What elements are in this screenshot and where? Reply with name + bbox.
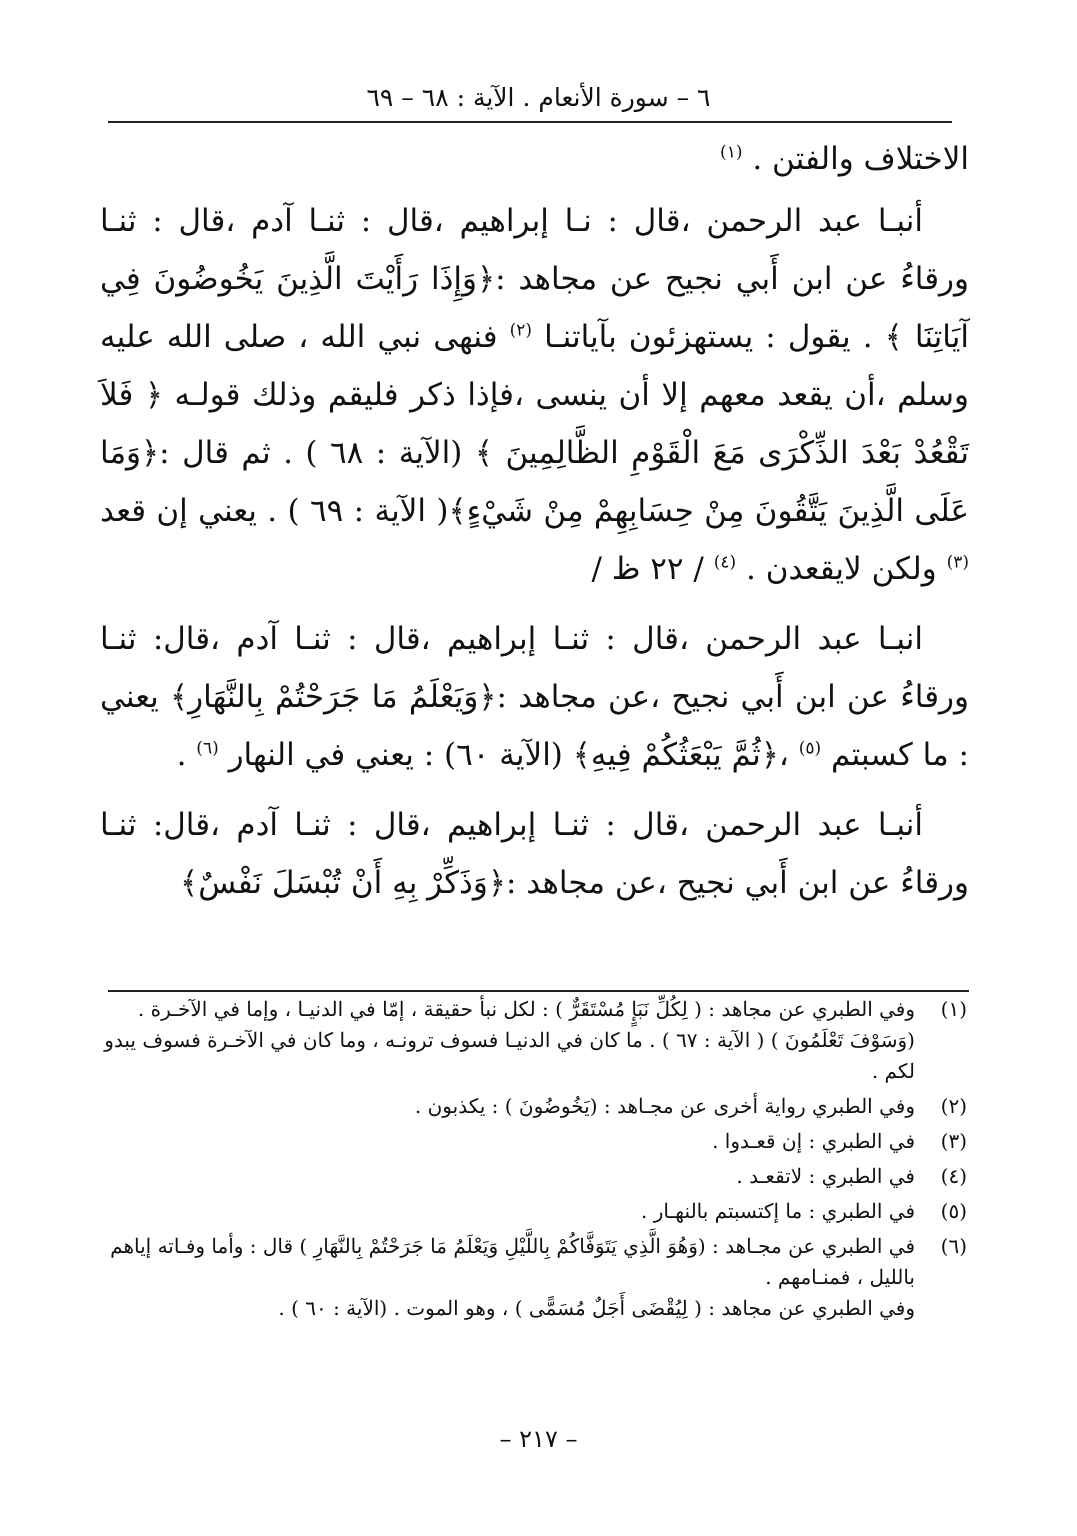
page-number: – ٢١٧ – bbox=[499, 1425, 578, 1453]
footnote-4 bbox=[102, 1161, 967, 1192]
footnote-text: في الطبري : إن قعـدوا . bbox=[712, 1129, 915, 1153]
paragraph-2-part-b: فنهى نبي الله ، صلى الله عليه وسلم ،أن يقعد معهم إلا أن ينسى ،فإذا ذكر فليقم وذلك قولـه ﴿ فَلاَ تَقْعُدْ بَعْدَ الذِّكْرَى مَعَ الْقَوْمِ الظَّالِمِينَ ﴾ (الآية : ٦٨ ) . ثم قال :﴿وَمَا عَلَى الَّذِينَ يَتَّقُونَ مِنْ حِسَابِهِمْ مِنْ شَيْءٍ﴾( الآية : ٦٩ ) . يعني إن قعد bbox=[100, 319, 969, 529]
footnotes bbox=[102, 994, 967, 1328]
footnote-number: (٢) bbox=[940, 1094, 967, 1118]
footnote-text: في الطبري : لاتقعـد . bbox=[736, 1164, 915, 1188]
main-text bbox=[100, 130, 969, 924]
paragraph-3 bbox=[100, 610, 969, 784]
header-rule bbox=[108, 121, 952, 123]
paragraph-2 bbox=[100, 192, 969, 598]
paragraph-2-part-c: ولكن لايقعدن . bbox=[746, 551, 937, 587]
running-header-title: ٦ – سورة الأنعام . الآية : ٦٨ – ٦٩ bbox=[366, 83, 711, 112]
paragraph-1 bbox=[100, 130, 969, 188]
footnote-number: (٥) bbox=[940, 1199, 967, 1223]
paragraph-4 bbox=[100, 796, 969, 912]
footnote-5 bbox=[102, 1196, 967, 1227]
note-ref-6: (٦) bbox=[196, 738, 219, 759]
note-ref-4: (٤) bbox=[713, 552, 737, 573]
footnote-rule bbox=[108, 990, 969, 992]
paragraph-3-part-b: ،﴿ثُمَّ يَبْعَثُكُمْ فِيهِ﴾ (الآية ٦٠) : يعني في النهار bbox=[228, 737, 789, 773]
note-ref-1: (١) bbox=[720, 142, 743, 163]
footnote-2 bbox=[102, 1091, 967, 1122]
manuscript-leaf-mark: / ٢٢ ظ / bbox=[591, 551, 704, 587]
footnote-number: (٤) bbox=[940, 1164, 967, 1188]
paragraph-1-text: الاختلاف والفتن . bbox=[752, 141, 969, 177]
footnote-6-continuation: وفي الطبري عن مجاهد : ( لِيُقْضَى أَجَلٌ مُسَمًّى ) ، وهو الموت . (الآية : ٦٠ ) . bbox=[278, 1296, 915, 1320]
paragraph-4-text: أنبـا عبد الرحمن ،قال : ثنـا إبراهيم ،قال : ثنـا آدم ،قال: ثنـا ورقاءُ عن ابن أَبي نجيح ،عن مجاهد :﴿وَذَكِّرْ بِهِ أَنْ تُبْسَلَ نَفْسٌ﴾ bbox=[100, 807, 969, 901]
paragraph-3-part-a: انبـا عبد الرحمن ،قال : ثنـا إبراهيم ،قال : ثنـا آدم ،قال: ثنـا ورقاءُ عن ابن أَبي نجيح ،عن مجاهد :﴿وَيَعْلَمُ مَا جَرَحْتُمْ بِالنَّهَارِ﴾ يعني : ما كسبتم bbox=[100, 621, 969, 773]
paragraph-3-part-c: . bbox=[176, 737, 187, 773]
footnote-1 bbox=[102, 994, 967, 1087]
footnote-text: وفي الطبري عن مجاهد : ( لِكُلِّ نَبَإٍ مُسْتَقَرٌّ ) : لكل نبأ حقيقة ، إمّا في الدنيـا ، وإما في الآخـرة . (وَسَوْفَ تَعْلَمُونَ ) ( الآية : ٦٧ ) . ما كان في الدنيـا فسوف ترونـه ، وما كان في الآخـرة فسوف يبدو لكم . bbox=[104, 997, 915, 1083]
footnote-number: (١) bbox=[940, 997, 967, 1021]
footnote-3 bbox=[102, 1126, 967, 1157]
footnote-number: (٣) bbox=[940, 1129, 967, 1153]
note-ref-2: (٢) bbox=[509, 320, 533, 341]
note-ref-3: (٣) bbox=[946, 552, 969, 573]
footnote-text: وفي الطبري رواية أخرى عن مجـاهد : (يَخُوضُونَ ) : يكذبون . bbox=[414, 1094, 915, 1118]
footnote-text: في الطبري : ما إكتسبتم بالنهـار . bbox=[640, 1199, 915, 1223]
paragraph-2-part-a: أنبـا عبد الرحمن ،قال : نـا إبراهيم ،قال : ثنـا آدم ،قال : ثنـا ورقاءُ عن ابن أَبي نجيح عن مجاهد :﴿وَإِذَا رَأَيْتَ الَّذِينَ يَخُوضُونَ فِي آيَاتِنَا ﴾ . يقول : يستهزئون بآياتنـا bbox=[100, 203, 969, 355]
note-ref-5: (٥) bbox=[798, 738, 822, 759]
running-header bbox=[108, 80, 969, 116]
footnote-text: في الطبري عن مجـاهد : (وَهُوَ الَّذِي يَتَوَفَّاكُمْ بِاللَّيْلِ وَيَعْلَمُ مَا جَرَحْتُمْ بِالنَّهَارِ ) قال : وأما وفـاته إياهم بالليل ، فمنـامهم . bbox=[110, 1234, 915, 1289]
footnote-6 bbox=[102, 1231, 967, 1324]
footnote-number: (٦) bbox=[940, 1234, 967, 1258]
